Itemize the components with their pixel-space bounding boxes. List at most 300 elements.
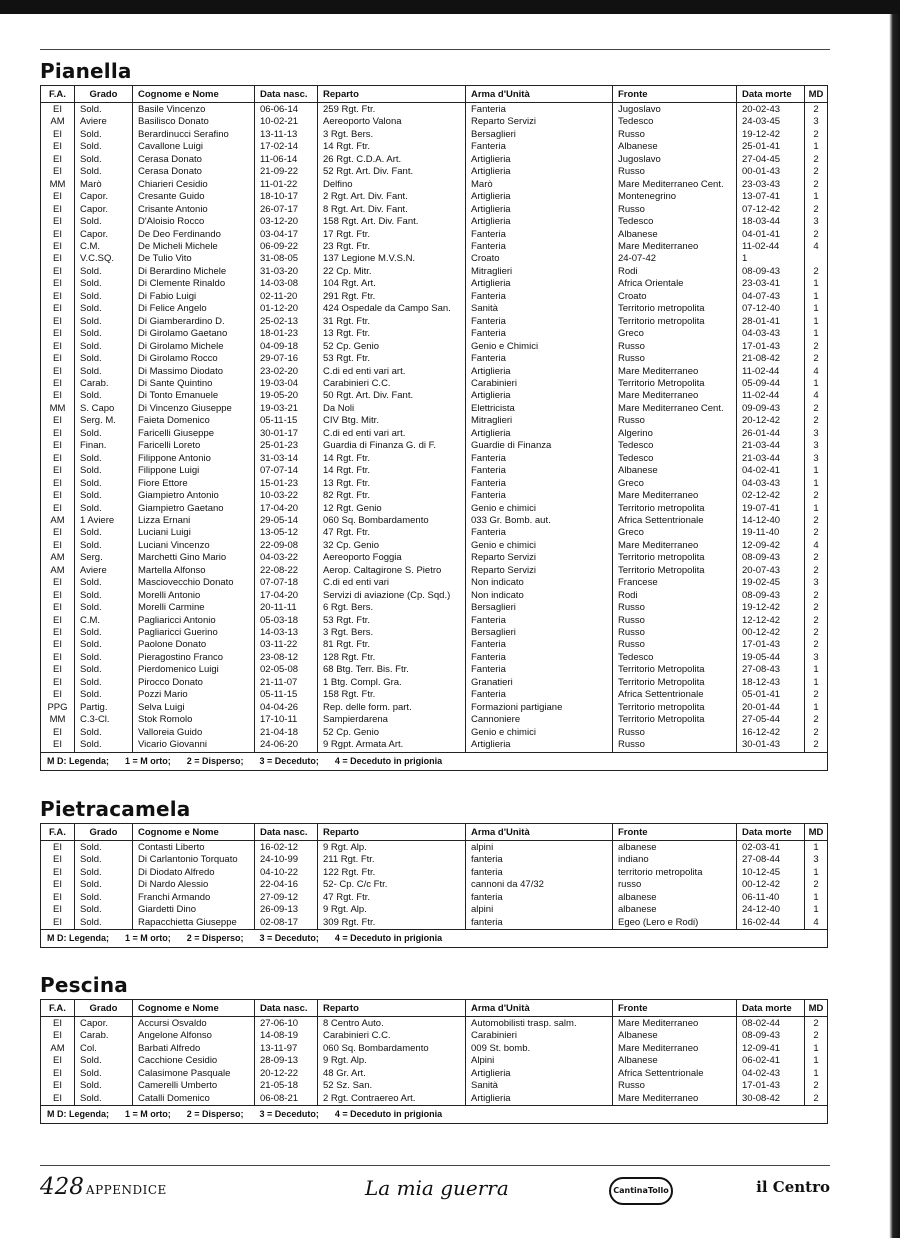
cell-death-date: 19-05-44	[737, 652, 805, 664]
cell-fa: EI	[41, 1080, 75, 1092]
cell-fa: EI	[41, 366, 75, 378]
cell-fa: EI	[41, 639, 75, 651]
cell-death-date: 26-01-44	[737, 428, 805, 440]
cell-death-date: 30-01-43	[737, 739, 805, 752]
cell-front: Territorio metropolita	[613, 503, 737, 515]
legend	[41, 1106, 828, 1124]
cell-death-date: 04-02-43	[737, 1068, 805, 1080]
cell-death-date: 11-02-44	[737, 366, 805, 378]
table-row	[41, 179, 828, 191]
cell-grade: C.M.	[75, 615, 133, 627]
column-header-death-date: Data morte	[737, 1000, 805, 1017]
section-title: Pietracamela	[40, 797, 191, 821]
table-row	[41, 465, 828, 477]
cell-grade: Sold.	[75, 154, 133, 166]
footer-rule	[40, 1165, 830, 1166]
cell-branch: Fanteria	[466, 465, 613, 477]
cell-front: Egeo (Lero e Rodi)	[613, 917, 737, 930]
table-row	[41, 316, 828, 328]
cell-grade: Sold.	[75, 867, 133, 879]
cell-front: Territorio Metropolita	[613, 677, 737, 689]
table-row	[41, 440, 828, 452]
cell-front: Russo	[613, 727, 737, 739]
cell-fa: EI	[41, 1093, 75, 1106]
cell-front: russo	[613, 879, 737, 891]
cell-fa: EI	[41, 892, 75, 904]
cell-front: Francese	[613, 577, 737, 589]
cell-fa: EI	[41, 103, 75, 117]
cell-grade: Capor.	[75, 191, 133, 203]
cell-md: 1	[805, 378, 828, 390]
legend-item: 3 = Deceduto;	[259, 1109, 319, 1120]
legend	[41, 930, 828, 948]
cell-birth-date: 03-11-22	[255, 639, 318, 651]
cell-birth-date: 22-09-08	[255, 540, 318, 552]
cell-birth-date: 21-05-18	[255, 1080, 318, 1092]
cell-name: Marchetti Gino Mario	[133, 552, 255, 564]
cell-branch: Artiglieria	[466, 154, 613, 166]
cell-fa: PPG	[41, 702, 75, 714]
cell-md: 1	[805, 702, 828, 714]
cell-grade: Capor.	[75, 204, 133, 216]
cell-unit: 48 Gr. Art.	[318, 1068, 466, 1080]
cell-front: Africa Settentrionale	[613, 1068, 737, 1080]
cell-grade: Sold.	[75, 266, 133, 278]
cell-name: De Tulio Vito	[133, 253, 255, 265]
table-row	[41, 116, 828, 128]
column-header-branch: Arma d'Unità	[466, 1000, 613, 1017]
cell-branch: Fanteria	[466, 328, 613, 340]
cell-unit: 060 Sq. Bombardamento	[318, 515, 466, 527]
cell-fa: AM	[41, 1043, 75, 1055]
cell-fa: EI	[41, 390, 75, 402]
cell-grade: Sold.	[75, 1068, 133, 1080]
cell-fa: EI	[41, 378, 75, 390]
table-row	[41, 453, 828, 465]
cell-name: De Micheli Michele	[133, 241, 255, 253]
cell-unit: 259 Rgt. Ftr.	[318, 103, 466, 117]
table-row	[41, 540, 828, 552]
cell-birth-date: 19-03-21	[255, 403, 318, 415]
column-header-md: MD	[805, 1000, 828, 1017]
cell-grade: Sold.	[75, 341, 133, 353]
cell-birth-date: 29-07-16	[255, 353, 318, 365]
cell-unit: Rep. delle form. part.	[318, 702, 466, 714]
cell-grade: Sold.	[75, 141, 133, 153]
cell-branch: Artiglieria	[466, 1068, 613, 1080]
cell-death-date: 20-12-42	[737, 415, 805, 427]
newspaper-name: il Centro	[756, 1178, 830, 1196]
table-row	[41, 917, 828, 930]
cell-front: Russo	[613, 415, 737, 427]
cell-birth-date: 16-02-12	[255, 841, 318, 855]
cell-md: 1	[805, 1043, 828, 1055]
cell-front: Jugoslavo	[613, 103, 737, 117]
cell-fa: EI	[41, 1030, 75, 1042]
cell-name: Calasimone Pasquale	[133, 1068, 255, 1080]
cell-birth-date: 04-04-26	[255, 702, 318, 714]
legend-item: 4 = Deceduto in prigionia	[334, 755, 443, 766]
cell-md: 1	[805, 1068, 828, 1080]
cell-md: 1	[805, 904, 828, 916]
cell-birth-date: 05-11-15	[255, 689, 318, 701]
cell-unit: 2 Rgt. Contraereo Art.	[318, 1093, 466, 1106]
cell-md: 1	[805, 664, 828, 676]
legend-row	[41, 1106, 828, 1124]
cell-death-date: 07-12-40	[737, 303, 805, 315]
cell-death-date: 00-12-42	[737, 879, 805, 891]
cell-front: Mare Mediterraneo	[613, 366, 737, 378]
cell-fa: EI	[41, 129, 75, 141]
cell-front: Tedesco	[613, 440, 737, 452]
cell-name: Basile Vincenzo	[133, 103, 255, 117]
cell-birth-date: 06-06-14	[255, 103, 318, 117]
cell-death-date: 11-02-44	[737, 241, 805, 253]
cell-name: Di Vincenzo Giuseppe	[133, 403, 255, 415]
cell-front: Tedesco	[613, 116, 737, 128]
cell-front: Albanese	[613, 141, 737, 153]
cell-unit: Delfino	[318, 179, 466, 191]
cell-fa: EI	[41, 415, 75, 427]
cell-fa: EI	[41, 353, 75, 365]
legend-item: 2 = Disperso;	[186, 755, 244, 766]
cell-name: Pirocco Donato	[133, 677, 255, 689]
cell-branch: Fanteria	[466, 241, 613, 253]
cell-unit: 6 Rgt. Bers.	[318, 602, 466, 614]
cell-birth-date: 17-02-14	[255, 141, 318, 153]
cell-branch: Artiglieria	[466, 1093, 613, 1106]
cell-unit: 68 Btg. Terr. Bis. Ftr.	[318, 664, 466, 676]
cell-birth-date: 17-10-11	[255, 714, 318, 726]
cell-name: Di Nardo Alessio	[133, 879, 255, 891]
cell-md: 2	[805, 639, 828, 651]
cell-grade: Carab.	[75, 378, 133, 390]
cell-fa: EI	[41, 739, 75, 752]
cell-front: Mare Mediterraneo	[613, 1017, 737, 1031]
cell-md: 2	[805, 689, 828, 701]
cell-unit: 52- Cp. C/c Ftr.	[318, 879, 466, 891]
table-row	[41, 527, 828, 539]
cell-front: Territorio Metropolita	[613, 565, 737, 577]
cell-branch: Bersaglieri	[466, 129, 613, 141]
cell-grade: Sold.	[75, 1055, 133, 1067]
cell-fa: EI	[41, 602, 75, 614]
cell-front: Albanese	[613, 465, 737, 477]
cell-branch: Sanità	[466, 1080, 613, 1092]
cell-fa: EI	[41, 166, 75, 178]
table-row	[41, 892, 828, 904]
cell-front: Rodi	[613, 266, 737, 278]
cell-front: Territorio Metropolita	[613, 378, 737, 390]
legend-item: 2 = Disperso;	[186, 1109, 244, 1120]
cell-fa: EI	[41, 652, 75, 664]
cell-birth-date: 23-08-12	[255, 652, 318, 664]
cell-birth-date: 15-01-23	[255, 478, 318, 490]
cell-birth-date: 06-09-22	[255, 241, 318, 253]
cell-unit: Guardia di Finanza G. di F.	[318, 440, 466, 452]
cell-front: Albanese	[613, 1055, 737, 1067]
cell-name: Di Clemente Rinaldo	[133, 278, 255, 290]
legend-item: M D: Legenda;	[47, 755, 109, 766]
cell-md: 2	[805, 515, 828, 527]
cell-unit: Aerop. Caltagirone S. Pietro	[318, 565, 466, 577]
table-row	[41, 867, 828, 879]
cell-md	[805, 253, 828, 265]
cell-fa: EI	[41, 527, 75, 539]
cell-birth-date: 07-07-18	[255, 577, 318, 589]
cell-md: 1	[805, 841, 828, 855]
cell-branch: Bersaglieri	[466, 602, 613, 614]
cell-branch: Artiglieria	[466, 428, 613, 440]
cell-name: De Deo Ferdinando	[133, 229, 255, 241]
cell-branch: Non indicato	[466, 577, 613, 589]
cell-unit: 9 Rgt. Alp.	[318, 904, 466, 916]
cell-name: Pagliaricci Guerino	[133, 627, 255, 639]
cell-death-date: 09-09-43	[737, 403, 805, 415]
cell-fa: AM	[41, 552, 75, 564]
cell-name: Catalli Domenico	[133, 1093, 255, 1106]
cell-fa: EI	[41, 478, 75, 490]
cell-grade: Sold.	[75, 727, 133, 739]
cell-front: Africa Orientale	[613, 278, 737, 290]
cell-birth-date: 30-01-17	[255, 428, 318, 440]
cell-branch: Artiglieria	[466, 191, 613, 203]
cell-fa: EI	[41, 490, 75, 502]
cell-branch: Fanteria	[466, 490, 613, 502]
cell-death-date: 27-08-44	[737, 854, 805, 866]
cell-name: Crisante Antonio	[133, 204, 255, 216]
cell-grade: Sold.	[75, 478, 133, 490]
cell-md: 2	[805, 1017, 828, 1031]
cell-front: Russo	[613, 602, 737, 614]
cell-front: Algerino	[613, 428, 737, 440]
table-row	[41, 615, 828, 627]
cell-death-date: 17-01-43	[737, 1080, 805, 1092]
cell-name: Paolone Donato	[133, 639, 255, 651]
cell-death-date: 12-09-42	[737, 540, 805, 552]
cell-branch: Croato	[466, 253, 613, 265]
cell-branch: Genio e chimici	[466, 727, 613, 739]
cell-unit: 122 Rgt. Ftr.	[318, 867, 466, 879]
cell-name: Lizza Ernani	[133, 515, 255, 527]
cell-name: Di Felice Angelo	[133, 303, 255, 315]
cell-front: Russo	[613, 615, 737, 627]
table-row	[41, 154, 828, 166]
cell-front: Africa Settentrionale	[613, 689, 737, 701]
cell-grade: Sold.	[75, 366, 133, 378]
cell-name: Franchi Armando	[133, 892, 255, 904]
cell-name: Pozzi Mario	[133, 689, 255, 701]
cell-death-date: 13-07-41	[737, 191, 805, 203]
cell-grade: Sold.	[75, 879, 133, 891]
cell-fa: EI	[41, 154, 75, 166]
cell-grade: Sold.	[75, 103, 133, 117]
cell-front: Territorio metropolita	[613, 702, 737, 714]
cell-death-date: 08-02-44	[737, 1017, 805, 1031]
cell-death-date: 19-12-42	[737, 129, 805, 141]
cell-death-date: 27-05-44	[737, 714, 805, 726]
table-row	[41, 879, 828, 891]
table-row	[41, 1043, 828, 1055]
table-row	[41, 664, 828, 676]
cell-md: 3	[805, 428, 828, 440]
cell-unit: 9 Rgt. Alp.	[318, 841, 466, 855]
cell-grade: Sold.	[75, 129, 133, 141]
cell-death-date: 06-02-41	[737, 1055, 805, 1067]
column-header-death-date: Data morte	[737, 86, 805, 103]
cell-fa: EI	[41, 879, 75, 891]
cell-front: Russo	[613, 739, 737, 752]
cell-branch: Mitraglieri	[466, 415, 613, 427]
cell-fa: EI	[41, 328, 75, 340]
cell-birth-date: 28-09-13	[255, 1055, 318, 1067]
cell-grade: C.3-Cl.	[75, 714, 133, 726]
cell-birth-date: 24-06-20	[255, 739, 318, 752]
legend	[41, 752, 828, 770]
cell-name: Faricelli Loreto	[133, 440, 255, 452]
cell-grade: Aviere	[75, 116, 133, 128]
cell-grade: Sold.	[75, 328, 133, 340]
cell-death-date: 08-09-43	[737, 1030, 805, 1042]
cell-birth-date: 22-04-16	[255, 879, 318, 891]
cell-name: Accursi Osvaldo	[133, 1017, 255, 1031]
cell-branch: Elettricista	[466, 403, 613, 415]
cell-branch: Guardie di Finanza	[466, 440, 613, 452]
table-row	[41, 216, 828, 228]
cell-unit: 52 Cp. Genio	[318, 341, 466, 353]
cell-birth-date: 01-12-20	[255, 303, 318, 315]
column-header-unit: Reparto	[318, 86, 466, 103]
cell-name: Berardinucci Serafino	[133, 129, 255, 141]
cell-unit: 424 Ospedale da Campo San.	[318, 303, 466, 315]
legend-row	[41, 752, 828, 770]
cell-unit: 158 Rgt. Ftr.	[318, 689, 466, 701]
cell-unit: 81 Rgt. Ftr.	[318, 639, 466, 651]
cell-branch: Carabinieri	[466, 378, 613, 390]
cell-birth-date: 14-03-08	[255, 278, 318, 290]
cell-unit: 309 Rgt. Ftr.	[318, 917, 466, 930]
table-row	[41, 503, 828, 515]
cell-branch: Artiglieria	[466, 216, 613, 228]
cell-unit: C.di ed enti vari art.	[318, 366, 466, 378]
legend-item: 1 = M orto;	[125, 755, 171, 766]
cell-birth-date: 18-01-23	[255, 328, 318, 340]
cell-birth-date: 22-08-22	[255, 565, 318, 577]
cell-name: Di Diodato Alfredo	[133, 867, 255, 879]
cell-fa: EI	[41, 854, 75, 866]
cell-front: Russo	[613, 341, 737, 353]
cell-md: 4	[805, 241, 828, 253]
cell-grade: Sold.	[75, 689, 133, 701]
cell-fa: EI	[41, 590, 75, 602]
cell-front: Mare Mediterraneo	[613, 540, 737, 552]
column-header-birth-date: Data nasc.	[255, 1000, 318, 1017]
table-row	[41, 291, 828, 303]
cell-name: Di Girolamo Michele	[133, 341, 255, 353]
cell-name: Di Girolamo Rocco	[133, 353, 255, 365]
cell-front: Territorio Metropolita	[613, 664, 737, 676]
column-header-birth-date: Data nasc.	[255, 824, 318, 841]
cell-death-date: 20-01-44	[737, 702, 805, 714]
cell-md: 2	[805, 1093, 828, 1106]
cell-fa: EI	[41, 216, 75, 228]
cell-grade: Sold.	[75, 503, 133, 515]
cell-name: Cresante Guido	[133, 191, 255, 203]
cell-grade: Sold.	[75, 664, 133, 676]
cell-unit: Sampierdarena	[318, 714, 466, 726]
table-row	[41, 552, 828, 564]
cell-birth-date: 27-06-10	[255, 1017, 318, 1031]
cell-front: albanese	[613, 892, 737, 904]
cell-fa: EI	[41, 904, 75, 916]
cell-unit: 158 Rgt. Art. Div. Fant.	[318, 216, 466, 228]
cell-name: Cerasa Donato	[133, 154, 255, 166]
cell-death-date: 11-02-44	[737, 390, 805, 402]
cell-unit: Carabinieri C.C.	[318, 378, 466, 390]
cell-birth-date: 24-10-99	[255, 854, 318, 866]
cell-death-date: 07-12-42	[737, 204, 805, 216]
cell-branch: Mitraglieri	[466, 266, 613, 278]
cell-fa: EI	[41, 253, 75, 265]
cell-birth-date: 25-02-13	[255, 316, 318, 328]
cell-front: Croato	[613, 291, 737, 303]
table-row	[41, 415, 828, 427]
cell-grade: Sold.	[75, 677, 133, 689]
cell-name: D'Aloisio Rocco	[133, 216, 255, 228]
top-border	[0, 0, 900, 14]
cell-death-date: 23-03-41	[737, 278, 805, 290]
cell-fa: EI	[41, 241, 75, 253]
cell-birth-date: 05-11-15	[255, 415, 318, 427]
legend-item: 1 = M orto;	[125, 1109, 171, 1120]
column-header-md: MD	[805, 86, 828, 103]
cell-md: 1	[805, 677, 828, 689]
cell-md: 1	[805, 465, 828, 477]
cell-front: Russo	[613, 204, 737, 216]
cell-fa: EI	[41, 689, 75, 701]
cell-birth-date: 11-01-22	[255, 179, 318, 191]
table-row	[41, 390, 828, 402]
cell-death-date: 21-03-44	[737, 440, 805, 452]
cell-md: 2	[805, 602, 828, 614]
cell-front: Africa Settentrionale	[613, 515, 737, 527]
cell-md: 2	[805, 527, 828, 539]
cell-md: 1	[805, 303, 828, 315]
cell-name: Faieta Domenico	[133, 415, 255, 427]
cell-md: 2	[805, 627, 828, 639]
cell-grade: Partig.	[75, 702, 133, 714]
cell-fa: EI	[41, 1017, 75, 1031]
cell-branch: Fanteria	[466, 291, 613, 303]
cell-unit: 31 Rgt. Ftr.	[318, 316, 466, 328]
cell-front: Russo	[613, 166, 737, 178]
table-row	[41, 253, 828, 265]
cell-fa: EI	[41, 316, 75, 328]
cell-birth-date: 26-07-17	[255, 204, 318, 216]
table-row	[41, 490, 828, 502]
cell-grade: Carab.	[75, 1030, 133, 1042]
cell-grade: Sold.	[75, 278, 133, 290]
cell-birth-date: 18-10-17	[255, 191, 318, 203]
cell-grade: Sold.	[75, 390, 133, 402]
cell-md: 4	[805, 917, 828, 930]
cell-md: 2	[805, 1030, 828, 1042]
cell-fa: EI	[41, 627, 75, 639]
cell-front: 24-07-42	[613, 253, 737, 265]
cell-branch: fanteria	[466, 892, 613, 904]
cell-unit: 3 Rgt. Bers.	[318, 129, 466, 141]
cell-birth-date: 13-05-12	[255, 527, 318, 539]
